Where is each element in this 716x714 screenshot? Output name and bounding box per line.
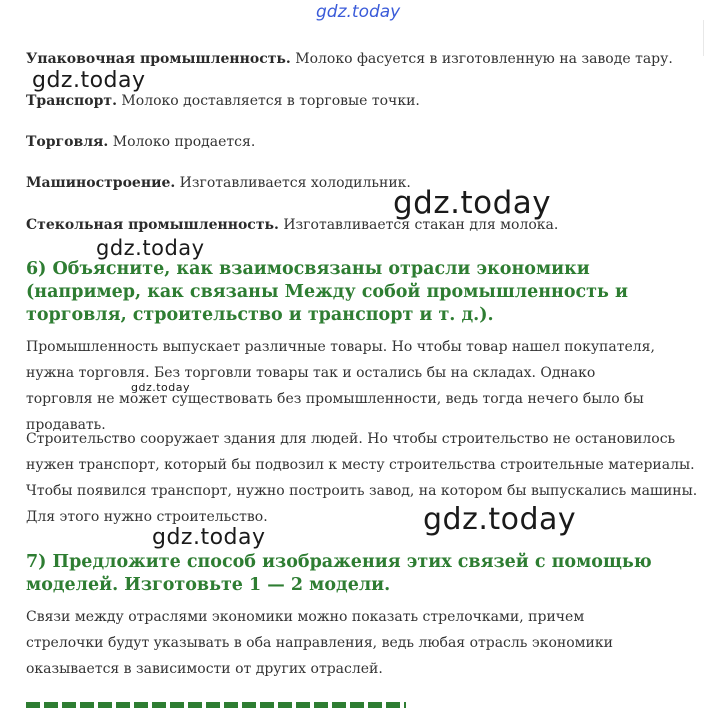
fact-glass: [26, 212, 698, 238]
watermark: gdz.today: [32, 68, 146, 93]
watermark: gdz.today: [131, 381, 191, 394]
scrollbar-edge[interactable]: [703, 20, 716, 56]
watermark: gdz.today: [393, 185, 552, 221]
watermark: gdz.today: [152, 525, 266, 550]
question-6-heading: 6) Объясните, как взаимосвязаны отрасли экономики (например, как связаны Между собой промышленность и торговля, строительство и транспорт и т. д.).: [26, 259, 628, 325]
fact-text: Изготавливается стакан для молока.: [278, 217, 559, 233]
fact-trade: [26, 129, 698, 155]
fact-term: Упаковочная промышленность.: [26, 51, 291, 67]
next-heading-cut-off: [26, 694, 406, 714]
question-6-paragraph-2: Строительство сооружает здания для людей. Но чтобы строительство не остановилось нужен транспорт, который бы подвозил к месту строительства строительные материалы. Чтобы появился транспорт, нужно построить завод, на котором бы выпускались машины. Для этого нужно строительство.: [26, 431, 698, 525]
fact-term: Стекольная промышленность.: [26, 217, 279, 233]
fact-term: Машиностроение.: [26, 175, 176, 191]
question-7-heading: 7) Предложите способ изображения этих связей с помощью моделей. Изготовьте 1 — 2 модели.: [26, 552, 652, 595]
fact-text: Молоко продается.: [108, 134, 256, 150]
fact-text: Изготавливается холодильник.: [175, 175, 411, 191]
fact-term: Торговля.: [26, 134, 109, 150]
question-7-paragraph-1: Связи между отраслями экономики можно показать стрелочками, причем стрелочки будут указывать в оба направления, ведь любая отрасль экономики оказывается в зависимости от других отраслей.: [26, 609, 613, 677]
question-6-paragraph-1: Промышленность выпускает различные товары. Но чтобы товар нашел покупателя, нужна торговля. Без торговли товары так и остались бы на складах. Однако торговля не может существовать без промышленности, ведь тогда нечего было бы продавать.: [26, 339, 655, 433]
watermark-top: gdz.today: [316, 2, 401, 22]
fact-text: Молоко доставляется в торговые точки.: [116, 93, 420, 109]
watermark: gdz.today: [423, 502, 577, 537]
watermark: gdz.today: [96, 236, 205, 260]
fact-term: Транспорт.: [26, 93, 117, 109]
fact-machinery: [26, 170, 698, 196]
fact-text: Молоко фасуется в изготовленную на заводе тару.: [290, 51, 673, 67]
